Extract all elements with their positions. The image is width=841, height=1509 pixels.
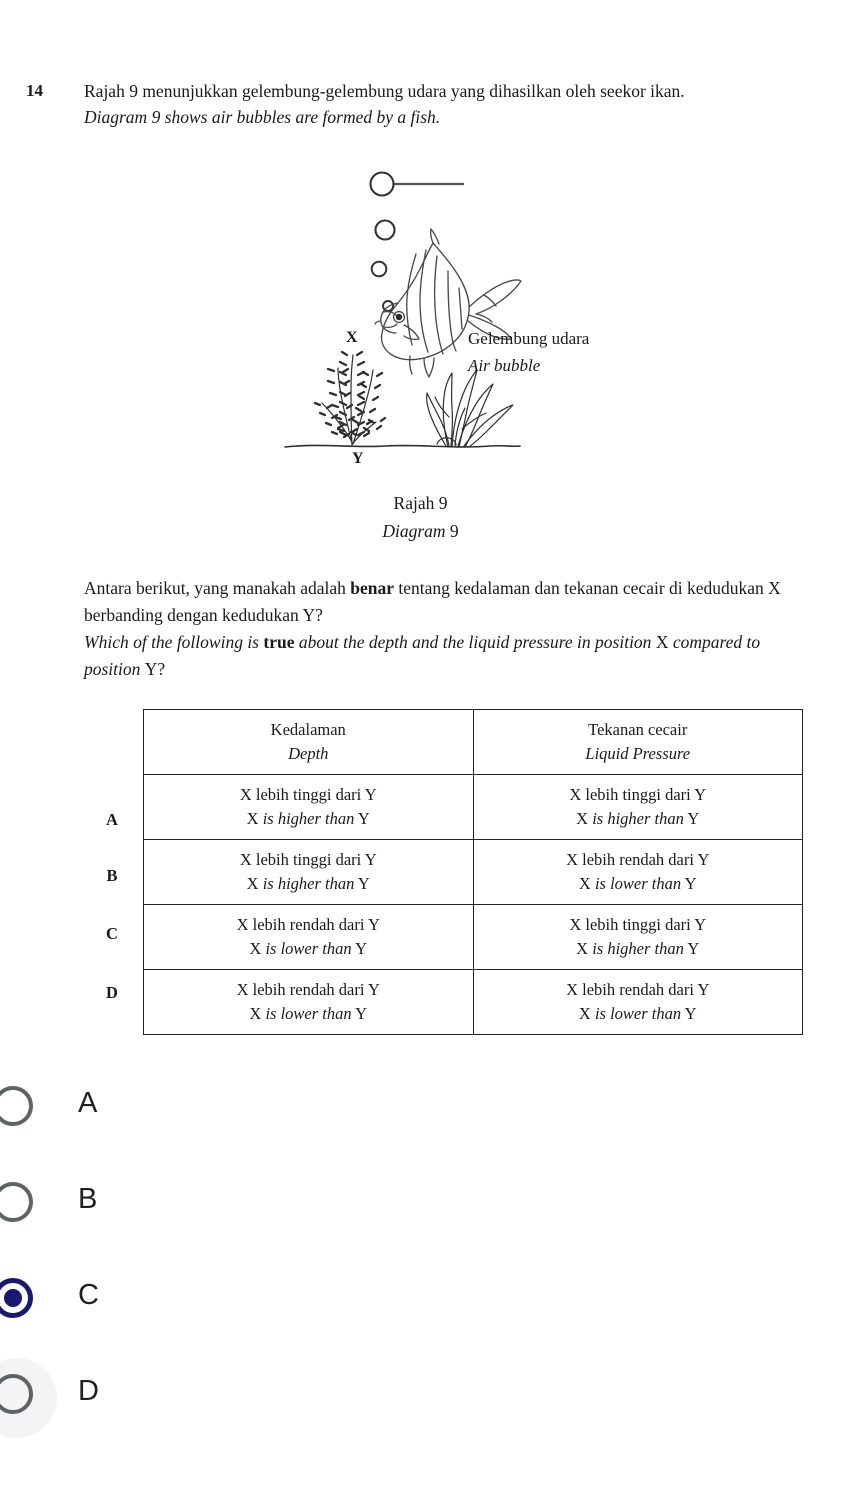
cell-pressure-d-malay: X lebih rendah dari Y — [566, 980, 710, 999]
header-pressure-english: Liquid Pressure — [585, 744, 691, 763]
substrate-line — [285, 445, 520, 447]
y-token: Y — [683, 939, 700, 958]
answer-option-d[interactable] — [0, 1350, 841, 1446]
prompt-english-end: ? — [157, 659, 166, 679]
cell-pressure-c — [473, 905, 803, 970]
comparison-phrase: is lower than — [594, 874, 682, 893]
cell-pressure-d-english — [478, 1002, 799, 1026]
cell-depth-c-english — [148, 937, 469, 961]
x-token: X — [576, 809, 593, 828]
figure-caption-english-number: 9 — [449, 521, 459, 541]
table-header-row — [144, 710, 803, 775]
table-row — [144, 775, 803, 840]
x-token: X — [578, 874, 595, 893]
cell-pressure-b-english — [478, 872, 799, 896]
prompt-english — [84, 629, 820, 683]
figure-caption-english-word: Diagram — [382, 521, 446, 541]
x-token: X — [249, 1004, 266, 1023]
bubble-x — [371, 173, 394, 196]
figure-caption-malay: Rajah 9 — [393, 493, 448, 513]
answer-option-a[interactable] — [0, 1062, 841, 1158]
cell-pressure-a — [473, 775, 803, 840]
row-key-b: B — [106, 866, 118, 885]
row-key-c: C — [106, 924, 118, 943]
figure-caption-english — [0, 517, 841, 545]
prompt-malay-emphasis: benar — [350, 578, 395, 598]
radio-button-a[interactable] — [0, 1070, 57, 1150]
comparison-phrase: is higher than — [262, 809, 355, 828]
y-token: Y — [354, 809, 370, 828]
prompt-english-part1: Which of the following is — [84, 632, 264, 652]
y-token: Y — [351, 1004, 368, 1023]
comparison-phrase: is higher than — [592, 809, 684, 828]
answer-label-d: D — [78, 1375, 99, 1407]
cell-pressure-c-english — [478, 937, 799, 961]
cell-depth-d-english — [148, 1002, 469, 1026]
callout-text-malay: Gelembung udara — [468, 329, 590, 348]
answer-option-b[interactable] — [0, 1158, 841, 1254]
y-token: Y — [681, 1004, 697, 1023]
y-token: Y — [354, 874, 370, 893]
prompt-malay — [84, 575, 820, 629]
cell-depth-b — [144, 840, 474, 905]
bubble-2 — [376, 221, 395, 240]
figure-caption — [0, 489, 841, 545]
answer-label-b: B — [78, 1183, 98, 1215]
prompt-english-y: Y — [144, 659, 158, 679]
cell-depth-c-malay: X lebih rendah dari Y — [236, 915, 380, 934]
cell-pressure-b — [473, 840, 803, 905]
y-token: Y — [351, 939, 368, 958]
prompt-english-emphasis: true — [263, 632, 295, 652]
cell-depth-c — [144, 905, 474, 970]
cell-pressure-d — [473, 970, 803, 1035]
cell-pressure-a-english — [478, 807, 799, 831]
cell-depth-d — [144, 970, 474, 1035]
bubble-3 — [372, 262, 387, 277]
prompt-malay-part2: tentang kedalaman dan tekanan cecair di kedudukan X berbanding dengan kedudukan Y? — [84, 578, 781, 625]
radio-dot-icon — [4, 1289, 22, 1307]
radio-ring-icon — [0, 1374, 33, 1414]
header-cell-pressure — [473, 710, 803, 775]
radio-button-d[interactable] — [0, 1358, 57, 1438]
question-text-english: Diagram 9 shows air bubbles are formed by a fish. — [84, 107, 441, 127]
comparison-phrase: is lower than — [594, 1004, 682, 1023]
cell-depth-b-english — [148, 872, 469, 896]
answer-option-c[interactable] — [0, 1254, 841, 1350]
x-token: X — [249, 939, 266, 958]
comparison-phrase: is lower than — [265, 939, 352, 958]
comparison-phrase: is lower than — [265, 1004, 352, 1023]
table-row — [144, 840, 803, 905]
callout-text-english: Air bubble — [468, 356, 541, 375]
question-text — [84, 78, 814, 130]
question-number: 14 — [26, 81, 43, 100]
prompt-english-part2: about the depth and the liquid pressure in position — [294, 632, 656, 652]
header-pressure-malay: Tekanan cecair — [588, 720, 688, 739]
cell-depth-a-malay: X lebih tinggi dari Y — [239, 785, 377, 804]
cell-depth-b-malay: X lebih tinggi dari Y — [239, 850, 377, 869]
answer-label-c: C — [78, 1279, 99, 1311]
answer-label-a: A — [78, 1087, 98, 1119]
cell-depth-a-english — [148, 807, 469, 831]
x-token: X — [246, 809, 263, 828]
prompt-malay-part1: Antara berikut, yang manakah adalah — [84, 578, 351, 598]
cell-pressure-c-malay: X lebih tinggi dari Y — [569, 915, 707, 934]
cell-depth-a — [144, 775, 474, 840]
x-token: X — [246, 874, 263, 893]
options-table-container — [106, 709, 803, 1035]
x-token: X — [576, 939, 593, 958]
radio-ring-icon — [0, 1182, 33, 1222]
prompt-english-x: X — [655, 632, 669, 652]
cell-pressure-b-malay: X lebih rendah dari Y — [566, 850, 710, 869]
prompt-english-part3: compared to position — [84, 632, 761, 679]
cell-pressure-a-malay: X lebih tinggi dari Y — [569, 785, 707, 804]
y-token: Y — [683, 809, 700, 828]
options-table — [143, 709, 803, 1035]
x-token: X — [578, 1004, 595, 1023]
question-prompt — [84, 575, 820, 683]
table-row — [144, 905, 803, 970]
header-cell-depth — [144, 710, 474, 775]
answer-choices — [0, 1062, 841, 1446]
row-key-d: D — [106, 983, 118, 1002]
cell-depth-d-malay: X lebih rendah dari Y — [236, 980, 380, 999]
header-depth-malay: Kedalaman — [270, 720, 346, 739]
y-token: Y — [681, 874, 697, 893]
position-label-x: X — [346, 329, 358, 346]
comparison-phrase: is higher than — [262, 874, 355, 893]
comparison-phrase: is higher than — [592, 939, 684, 958]
table-row — [144, 970, 803, 1035]
radio-button-b[interactable] — [0, 1166, 57, 1246]
row-key-a: A — [106, 810, 118, 829]
radio-ring-icon — [0, 1086, 33, 1126]
position-label-y: Y — [352, 450, 364, 467]
header-depth-english: Depth — [288, 744, 329, 763]
question-text-malay: Rajah 9 menunjukkan gelembung-gelembung udara yang dihasilkan oleh seekor ikan. — [84, 81, 685, 101]
radio-button-c[interactable] — [0, 1262, 57, 1342]
